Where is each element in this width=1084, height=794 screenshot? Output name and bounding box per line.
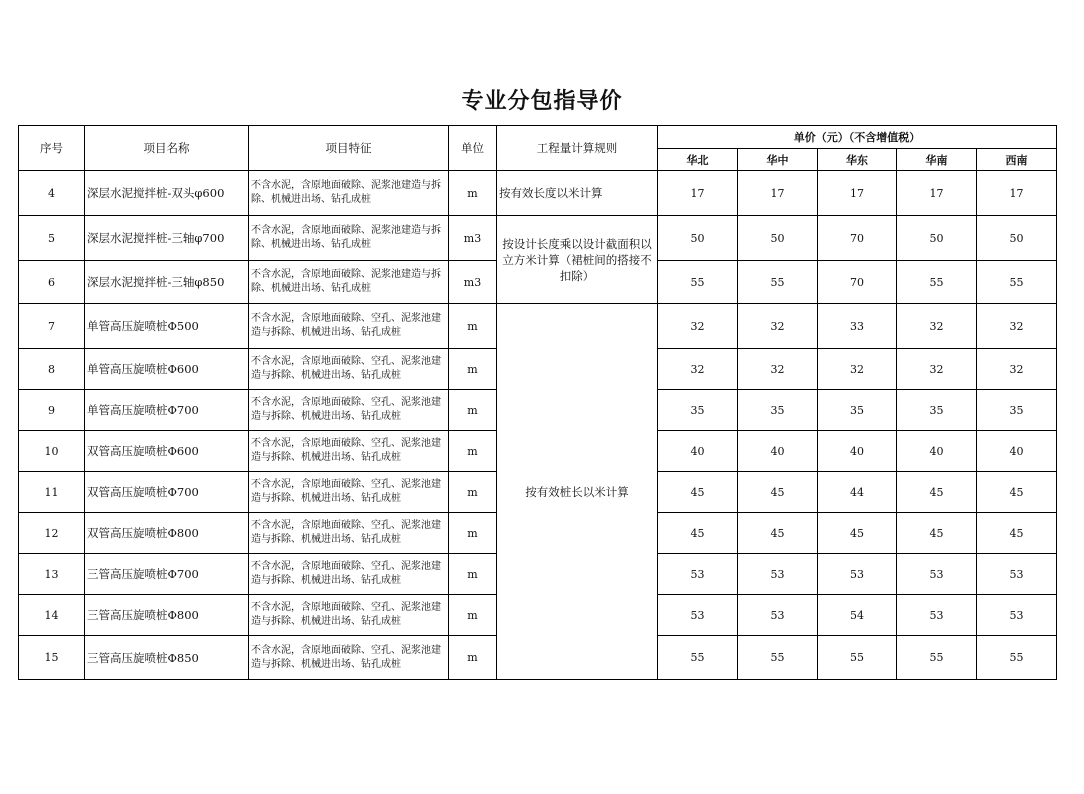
cell-feature: 不含水泥，含原地面破除、空孔、泥浆池建造与拆除、机械进出场、钻孔成桩 xyxy=(249,636,449,680)
cell-price: 45 xyxy=(897,513,977,554)
table-row xyxy=(19,171,1057,216)
cell-price: 45 xyxy=(977,472,1057,513)
cell-price: 53 xyxy=(738,595,818,636)
header-rule: 工程量计算规则 xyxy=(497,126,658,171)
cell-seq: 14 xyxy=(19,595,85,636)
cell-rule: 按有效长度以米计算 xyxy=(497,171,658,216)
cell-price: 40 xyxy=(738,431,818,472)
cell-price: 50 xyxy=(897,216,977,261)
cell-price: 32 xyxy=(818,349,897,390)
cell-price: 35 xyxy=(818,390,897,431)
cell-price: 17 xyxy=(658,171,738,216)
cell-price: 44 xyxy=(818,472,897,513)
cell-feature: 不含水泥，含原地面破除、空孔、泥浆池建造与拆除、机械进出场、钻孔成桩 xyxy=(249,431,449,472)
cell-price: 32 xyxy=(897,304,977,349)
cell-name: 单管高压旋喷桩Φ700 xyxy=(85,390,249,431)
cell-price: 55 xyxy=(658,636,738,680)
header-price: 单价（元）（不含增值税） xyxy=(658,126,1057,149)
cell-name: 三管高压旋喷桩Φ850 xyxy=(85,636,249,680)
cell-price: 70 xyxy=(818,216,897,261)
cell-price: 32 xyxy=(977,349,1057,390)
cell-price: 55 xyxy=(977,636,1057,680)
cell-seq: 11 xyxy=(19,472,85,513)
cell-price: 33 xyxy=(818,304,897,349)
cell-seq: 10 xyxy=(19,431,85,472)
cell-price: 35 xyxy=(897,390,977,431)
cell-price: 45 xyxy=(738,513,818,554)
cell-feature: 不含水泥，含原地面破除、空孔、泥浆池建造与拆除、机械进出场、钻孔成桩 xyxy=(249,390,449,431)
cell-price: 50 xyxy=(977,216,1057,261)
cell-seq: 5 xyxy=(19,216,85,261)
header-region: 华东 xyxy=(818,149,897,171)
cell-price: 17 xyxy=(738,171,818,216)
header-unit: 单位 xyxy=(449,126,497,171)
cell-price: 53 xyxy=(818,554,897,595)
cell-price: 45 xyxy=(658,472,738,513)
cell-price: 45 xyxy=(897,472,977,513)
header-region: 西南 xyxy=(977,149,1057,171)
cell-price: 55 xyxy=(738,261,818,304)
cell-feature: 不含水泥，含原地面破除、泥浆池建造与拆除、机械进出场、钻孔成桩 xyxy=(249,216,449,261)
cell-price: 53 xyxy=(977,554,1057,595)
cell-price: 17 xyxy=(977,171,1057,216)
cell-unit: m xyxy=(449,472,497,513)
cell-feature: 不含水泥，含原地面破除、空孔、泥浆池建造与拆除、机械进出场、钻孔成桩 xyxy=(249,472,449,513)
cell-price: 54 xyxy=(818,595,897,636)
cell-unit: m xyxy=(449,636,497,680)
cell-seq: 8 xyxy=(19,349,85,390)
cell-price: 35 xyxy=(658,390,738,431)
cell-price: 32 xyxy=(977,304,1057,349)
cell-price: 53 xyxy=(897,554,977,595)
cell-rule: 按有效桩长以米计算 xyxy=(497,304,658,680)
cell-seq: 6 xyxy=(19,261,85,304)
cell-price: 55 xyxy=(738,636,818,680)
cell-price: 50 xyxy=(658,216,738,261)
cell-seq: 12 xyxy=(19,513,85,554)
cell-price: 55 xyxy=(658,261,738,304)
cell-unit: m xyxy=(449,390,497,431)
cell-unit: m xyxy=(449,554,497,595)
cell-feature: 不含水泥，含原地面破除、空孔、泥浆池建造与拆除、机械进出场、钻孔成桩 xyxy=(249,304,449,349)
cell-name: 双管高压旋喷桩Φ800 xyxy=(85,513,249,554)
cell-feature: 不含水泥，含原地面破除、空孔、泥浆池建造与拆除、机械进出场、钻孔成桩 xyxy=(249,595,449,636)
cell-price: 32 xyxy=(738,349,818,390)
cell-name: 单管高压旋喷桩Φ500 xyxy=(85,304,249,349)
cell-price: 50 xyxy=(738,216,818,261)
cell-seq: 7 xyxy=(19,304,85,349)
page-title: 专业分包指导价 xyxy=(461,89,623,114)
cell-name: 双管高压旋喷桩Φ600 xyxy=(85,431,249,472)
cell-unit: m xyxy=(449,431,497,472)
cell-name: 深层水泥搅拌桩-三轴φ850 xyxy=(85,261,249,304)
cell-price: 45 xyxy=(977,513,1057,554)
table-row xyxy=(19,304,1057,349)
cell-price: 55 xyxy=(897,636,977,680)
header-region: 华北 xyxy=(658,149,738,171)
cell-price: 53 xyxy=(658,595,738,636)
cell-price: 55 xyxy=(977,261,1057,304)
cell-name: 双管高压旋喷桩Φ700 xyxy=(85,472,249,513)
cell-name: 深层水泥搅拌桩-三轴φ700 xyxy=(85,216,249,261)
cell-price: 40 xyxy=(977,431,1057,472)
cell-seq: 13 xyxy=(19,554,85,595)
cell-rule: 按设计长度乘以设计截面积以立方米计算（裙桩间的搭接不扣除） xyxy=(497,216,658,304)
cell-name: 三管高压旋喷桩Φ700 xyxy=(85,554,249,595)
price-table xyxy=(18,125,1057,680)
cell-price: 40 xyxy=(658,431,738,472)
cell-seq: 15 xyxy=(19,636,85,680)
cell-price: 70 xyxy=(818,261,897,304)
cell-price: 55 xyxy=(897,261,977,304)
header-region: 华南 xyxy=(897,149,977,171)
header-region: 华中 xyxy=(738,149,818,171)
header-seq: 序号 xyxy=(19,126,85,171)
cell-price: 32 xyxy=(897,349,977,390)
cell-price: 55 xyxy=(818,636,897,680)
cell-price: 53 xyxy=(977,595,1057,636)
cell-price: 53 xyxy=(897,595,977,636)
cell-feature: 不含水泥，含原地面破除、空孔、泥浆池建造与拆除、机械进出场、钻孔成桩 xyxy=(249,513,449,554)
table-row xyxy=(19,216,1057,261)
cell-price: 32 xyxy=(658,349,738,390)
cell-feature: 不含水泥，含原地面破除、泥浆池建造与拆除、机械进出场、钻孔成桩 xyxy=(249,171,449,216)
cell-price: 53 xyxy=(738,554,818,595)
cell-price: 40 xyxy=(818,431,897,472)
cell-name: 深层水泥搅拌桩-双头φ600 xyxy=(85,171,249,216)
cell-unit: m3 xyxy=(449,216,497,261)
cell-price: 32 xyxy=(738,304,818,349)
cell-seq: 9 xyxy=(19,390,85,431)
cell-unit: m3 xyxy=(449,261,497,304)
header-name: 项目名称 xyxy=(85,126,249,171)
cell-price: 53 xyxy=(658,554,738,595)
cell-price: 35 xyxy=(977,390,1057,431)
cell-price: 32 xyxy=(658,304,738,349)
cell-unit: m xyxy=(449,171,497,216)
cell-unit: m xyxy=(449,349,497,390)
cell-price: 45 xyxy=(738,472,818,513)
cell-name: 单管高压旋喷桩Φ600 xyxy=(85,349,249,390)
cell-price: 45 xyxy=(818,513,897,554)
cell-unit: m xyxy=(449,304,497,349)
cell-price: 17 xyxy=(818,171,897,216)
cell-feature: 不含水泥，含原地面破除、空孔、泥浆池建造与拆除、机械进出场、钻孔成桩 xyxy=(249,349,449,390)
cell-feature: 不含水泥，含原地面破除、泥浆池建造与拆除、机械进出场、钻孔成桩 xyxy=(249,261,449,304)
cell-price: 45 xyxy=(658,513,738,554)
cell-seq: 4 xyxy=(19,171,85,216)
cell-price: 35 xyxy=(738,390,818,431)
cell-feature: 不含水泥，含原地面破除、空孔、泥浆池建造与拆除、机械进出场、钻孔成桩 xyxy=(249,554,449,595)
cell-unit: m xyxy=(449,595,497,636)
header-feature: 项目特征 xyxy=(249,126,449,171)
cell-price: 17 xyxy=(897,171,977,216)
cell-price: 40 xyxy=(897,431,977,472)
cell-name: 三管高压旋喷桩Φ800 xyxy=(85,595,249,636)
cell-unit: m xyxy=(449,513,497,554)
